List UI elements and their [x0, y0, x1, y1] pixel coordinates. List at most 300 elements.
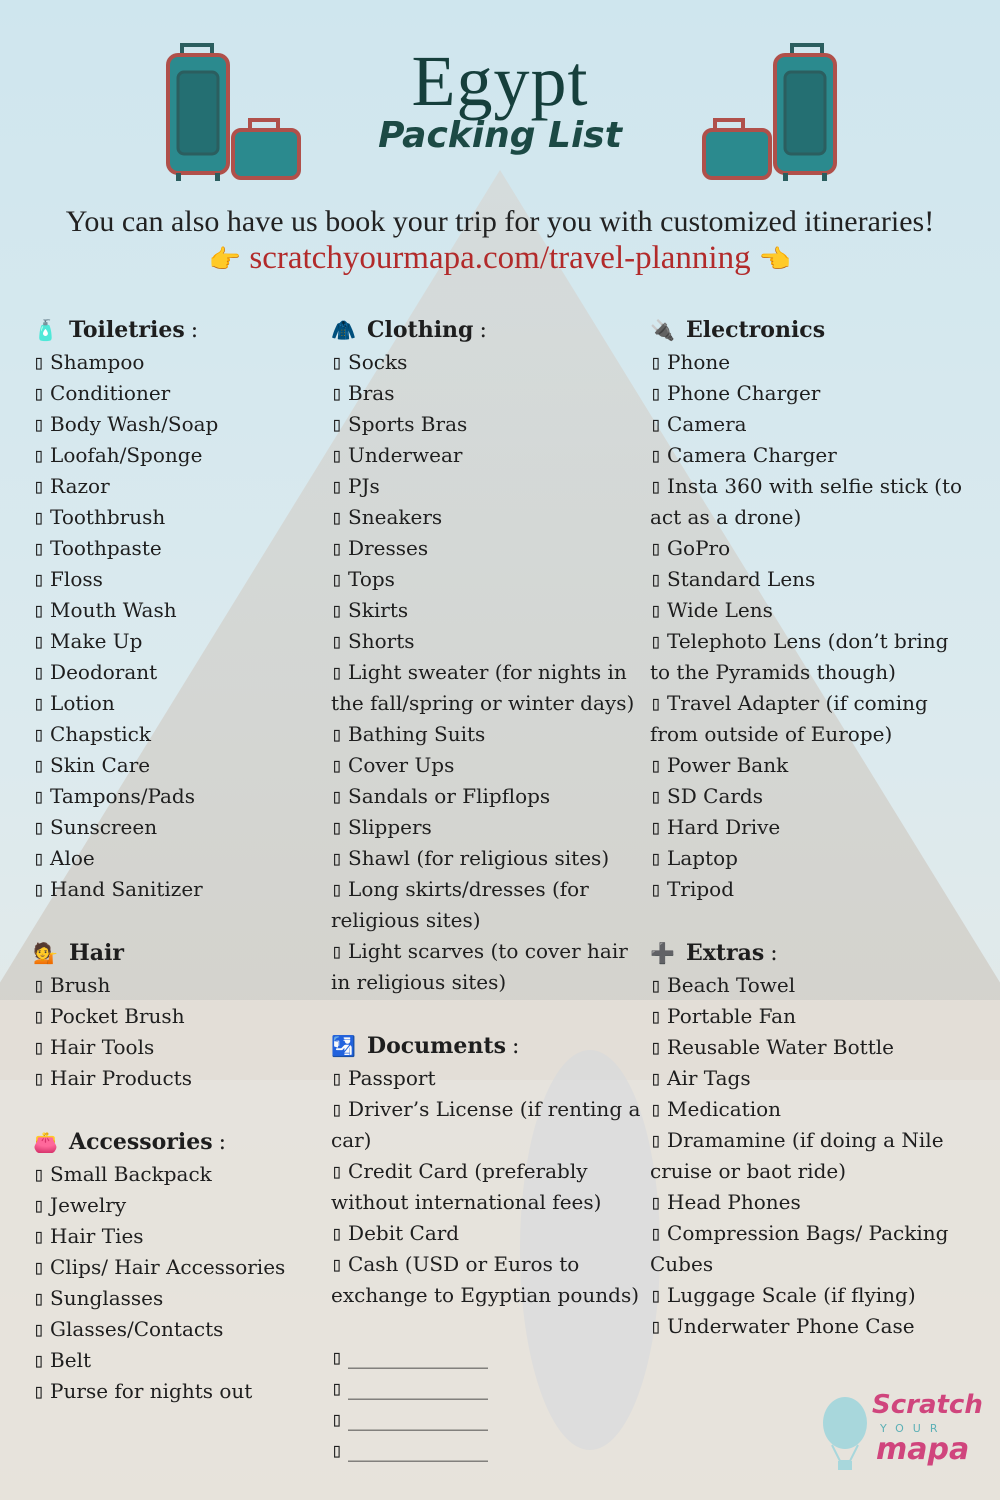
checklist-item-label: Clips/ Hair Accessories: [50, 1255, 286, 1279]
section-heading: [331, 1029, 646, 1063]
checklist: [33, 347, 323, 905]
checklist-item-label: Skin Care: [50, 753, 151, 777]
checklist-item-label: Body Wash/Soap: [50, 412, 219, 436]
section-heading-text: Clothing: [367, 316, 474, 343]
checkbox-icon[interactable]: ▯: [33, 1224, 46, 1248]
checklist-item-label: Reusable Water Bottle: [667, 1035, 894, 1059]
checklist-item[interactable]: [33, 657, 323, 688]
checklist-item[interactable]: [33, 843, 323, 874]
checkbox-icon[interactable]: ▯: [33, 1348, 46, 1372]
checklist-item[interactable]: [331, 874, 646, 936]
checkbox-icon[interactable]: ▯: [33, 1379, 46, 1403]
checkbox-icon[interactable]: ▯: [650, 1190, 663, 1214]
section-icon: 👛: [33, 1129, 58, 1154]
section-2-0: [650, 313, 970, 905]
checklist-item[interactable]: [33, 1159, 323, 1190]
checkbox-icon[interactable]: ▯: [33, 753, 46, 777]
checklist-item[interactable]: [33, 440, 323, 471]
pointing-right-icon: 👉: [208, 245, 242, 275]
checklist-item-label: Light sweater (for nights in the fall/spring or winter days): [331, 660, 635, 715]
checklist-item-label: Bathing Suits: [348, 722, 486, 746]
checklist-item-label: Cover Ups: [348, 753, 455, 777]
checklist-item-label: Cash (USD or Euros to exchange to Egyptian pounds): [331, 1252, 640, 1307]
section-icon: 🔌: [650, 317, 675, 342]
checkbox-icon[interactable]: ▯: [331, 381, 344, 405]
checklist-item-label: Laptop: [667, 846, 738, 870]
checklist-item[interactable]: [331, 812, 646, 843]
checklist-item-label: Head Phones: [667, 1190, 801, 1214]
checklist-item-label: Tampons/Pads: [50, 784, 195, 808]
checkbox-icon[interactable]: ▯: [650, 973, 663, 997]
checklist-item-label: Credit Card (preferably without international fees): [331, 1159, 602, 1214]
checklist-item-label: Underwater Phone Case: [667, 1314, 915, 1338]
checklist-item[interactable]: [650, 750, 970, 781]
checklist-item[interactable]: [650, 1187, 970, 1218]
checkbox-icon[interactable]: ▯: [33, 381, 46, 405]
checklist-item-label: Jewelry: [50, 1193, 127, 1217]
checklist-item-label: Skirts: [348, 598, 409, 622]
checklist-item[interactable]: [650, 347, 970, 378]
checklist-item[interactable]: [33, 1345, 323, 1376]
checklist-item-label: Sports Bras: [348, 412, 468, 436]
section-heading: [33, 936, 323, 970]
logo-text-mapa: mapa: [876, 1432, 970, 1467]
checkbox-icon[interactable]: ▯: [33, 846, 46, 870]
checkbox-icon[interactable]: ▯: [331, 1376, 344, 1400]
checkbox-icon[interactable]: ▯: [650, 350, 663, 374]
checkbox-icon[interactable]: ▯: [33, 1004, 46, 1028]
checklist-item-label: Long skirts/dresses (for religious sites): [331, 877, 589, 932]
checkbox-icon[interactable]: ▯: [650, 536, 663, 560]
checkbox-icon[interactable]: ▯: [650, 1128, 663, 1152]
checkbox-icon[interactable]: ▯: [33, 1255, 46, 1279]
checklist-item[interactable]: [331, 1404, 646, 1435]
section-heading-text: Hair: [69, 939, 124, 966]
checklist-item[interactable]: [331, 1094, 646, 1156]
checklist-item[interactable]: [650, 440, 970, 471]
checkbox-icon[interactable]: ▯: [650, 1066, 663, 1090]
checklist-item-label: Tops: [348, 567, 395, 591]
checklist-item[interactable]: [331, 502, 646, 533]
checklist-item[interactable]: [33, 874, 323, 905]
checkbox-icon[interactable]: ▯: [331, 660, 344, 684]
checklist-item-label: Socks: [348, 350, 408, 374]
checklist-item-label: Floss: [50, 567, 103, 591]
checklist-item-label: Toothpaste: [50, 536, 162, 560]
section-icon: 🛂: [331, 1033, 356, 1058]
checkbox-icon[interactable]: ▯: [33, 598, 46, 622]
checklist: [650, 970, 970, 1342]
checklist-item[interactable]: [650, 626, 970, 688]
checkbox-icon[interactable]: ▯: [650, 691, 663, 715]
checklist-item-label: Sneakers: [348, 505, 443, 529]
checkbox-icon[interactable]: ▯: [331, 567, 344, 591]
checklist-item-label: Light scarves (to cover hair in religious sites): [331, 939, 628, 994]
checklist-item-label: Insta 360 with selfie stick (to act as a drone): [650, 474, 963, 529]
checklist-item[interactable]: [33, 1001, 323, 1032]
checkbox-icon[interactable]: ▯: [33, 1286, 46, 1310]
column-1: [33, 313, 323, 1407]
checklist-item[interactable]: [650, 1001, 970, 1032]
checkbox-icon[interactable]: ▯: [650, 412, 663, 436]
checkbox-icon[interactable]: ▯: [650, 877, 663, 901]
checkbox-icon[interactable]: ▯: [331, 784, 344, 808]
checkbox-icon[interactable]: ▯: [331, 1345, 344, 1369]
section-heading-text: Toiletries: [69, 316, 185, 343]
checkbox-icon[interactable]: ▯: [331, 1221, 344, 1245]
checklist-item-label: Hair Tools: [50, 1035, 155, 1059]
section-heading-text: Extras: [686, 939, 765, 966]
checklist-item[interactable]: [33, 970, 323, 1001]
planning-link-row: [0, 240, 1000, 277]
checklist-item[interactable]: [33, 1190, 323, 1221]
checklist: [650, 347, 970, 905]
page-title: Egypt: [411, 41, 589, 121]
checklist: [331, 347, 646, 998]
pointing-left-icon: 👈: [758, 245, 792, 275]
checklist-item[interactable]: [650, 378, 970, 409]
checklist-item-label: Hair Products: [50, 1066, 192, 1090]
checkbox-icon[interactable]: ▯: [331, 598, 344, 622]
checkbox-icon[interactable]: ▯: [331, 443, 344, 467]
checklist-item-label: Small Backpack: [50, 1162, 212, 1186]
checklist-item[interactable]: [33, 378, 323, 409]
section-heading: [650, 313, 970, 347]
checklist-item[interactable]: [33, 1221, 323, 1252]
checklist-item[interactable]: [331, 533, 646, 564]
section-heading-colon: :: [770, 940, 778, 966]
checklist-item[interactable]: [650, 409, 970, 440]
checklist-item-label: Glasses/Contacts: [50, 1317, 224, 1341]
checklist-item[interactable]: [331, 440, 646, 471]
checklist-item[interactable]: [331, 409, 646, 440]
checklist-item[interactable]: [650, 1311, 970, 1342]
checklist-item-label: Shawl (for religious sites): [348, 846, 610, 870]
checkbox-icon[interactable]: ▯: [650, 815, 663, 839]
checkbox-icon[interactable]: ▯: [650, 443, 663, 467]
checklist-item-label: Hand Sanitizer: [50, 877, 203, 901]
hot-air-balloon-icon: [820, 1395, 870, 1475]
checklist-item[interactable]: [650, 1218, 970, 1280]
checkbox-icon[interactable]: ▯: [331, 877, 344, 901]
checklist-item[interactable]: [33, 1283, 323, 1314]
checkbox-icon[interactable]: ▯: [650, 381, 663, 405]
checklist-item-label: ______________: [348, 1376, 489, 1400]
checkbox-icon[interactable]: ▯: [650, 474, 663, 498]
section-heading-text: Electronics: [686, 316, 826, 343]
checklist: [331, 1063, 646, 1311]
checklist-item[interactable]: [33, 719, 323, 750]
checklist-item[interactable]: [650, 1280, 970, 1311]
checklist-item[interactable]: [331, 1342, 646, 1373]
checklist-item[interactable]: [650, 564, 970, 595]
checklist-item-label: Toothbrush: [50, 505, 166, 529]
checklist-item-label: Belt: [50, 1348, 92, 1372]
checklist-item-label: Aloe: [50, 846, 95, 870]
checkbox-icon[interactable]: ▯: [650, 567, 663, 591]
checklist-item-label: ______________: [348, 1407, 489, 1431]
column-2: [331, 313, 646, 1466]
checklist: [331, 1342, 646, 1466]
checkbox-icon[interactable]: ▯: [33, 505, 46, 529]
checkbox-icon[interactable]: ▯: [331, 846, 344, 870]
checklist-item[interactable]: [33, 347, 323, 378]
checklist-item-label: Beach Towel: [667, 973, 796, 997]
checkbox-icon[interactable]: ▯: [331, 536, 344, 560]
checkbox-icon[interactable]: ▯: [33, 412, 46, 436]
section-heading-colon: :: [511, 1033, 520, 1059]
checkbox-icon[interactable]: ▯: [33, 474, 46, 498]
checkbox-icon[interactable]: ▯: [33, 877, 46, 901]
checklist-item[interactable]: [650, 1063, 970, 1094]
section-1-0: [331, 313, 646, 998]
checklist-item-label: Hair Ties: [50, 1224, 144, 1248]
checklist-item-label: Medication: [667, 1097, 782, 1121]
checklist-item-label: Sunscreen: [50, 815, 158, 839]
checklist-item[interactable]: [331, 471, 646, 502]
checklist-item-label: Hard Drive: [667, 815, 781, 839]
checkbox-icon[interactable]: ▯: [33, 443, 46, 467]
checklist-item[interactable]: [650, 688, 970, 750]
checklist-item[interactable]: [650, 812, 970, 843]
checklist-item[interactable]: [331, 1156, 646, 1218]
checkbox-icon[interactable]: ▯: [331, 629, 344, 653]
checkbox-icon[interactable]: ▯: [331, 1407, 344, 1431]
checklist-item[interactable]: [331, 843, 646, 874]
checklist-item[interactable]: [331, 626, 646, 657]
column-3: [650, 313, 970, 1342]
checklist-item[interactable]: [33, 750, 323, 781]
checklist-item[interactable]: [650, 1032, 970, 1063]
checklist-item[interactable]: [33, 533, 323, 564]
checklist-item[interactable]: [33, 1063, 323, 1094]
checkbox-icon[interactable]: ▯: [331, 505, 344, 529]
checkbox-icon[interactable]: ▯: [33, 784, 46, 808]
checklist-item[interactable]: [331, 936, 646, 998]
checkbox-icon[interactable]: ▯: [331, 350, 344, 374]
checklist-item-label: Driver’s License (if renting a car): [331, 1097, 641, 1152]
checklist-item[interactable]: [33, 1376, 323, 1407]
checkbox-icon[interactable]: ▯: [33, 1162, 46, 1186]
checkbox-icon[interactable]: ▯: [33, 660, 46, 684]
checklist-item[interactable]: [650, 874, 970, 905]
checkbox-icon[interactable]: ▯: [650, 1221, 663, 1245]
checklist-item[interactable]: [650, 595, 970, 626]
section-icon: 🧴: [33, 317, 58, 342]
checklist-item-label: Sandals or Flipflops: [348, 784, 551, 808]
checklist-item[interactable]: [650, 781, 970, 812]
checklist-item-label: Standard Lens: [667, 567, 816, 591]
section-1-1: [331, 1029, 646, 1311]
checklist-item-label: Brush: [50, 973, 111, 997]
checkbox-icon[interactable]: ▯: [33, 1193, 46, 1217]
checklist-item[interactable]: [33, 812, 323, 843]
checklist-item-label: Lotion: [50, 691, 115, 715]
section-heading: [650, 936, 970, 970]
checklist-item[interactable]: [650, 843, 970, 874]
checklist-item-label: Dresses: [348, 536, 429, 560]
checklist-item[interactable]: [33, 502, 323, 533]
checkbox-icon[interactable]: ▯: [650, 1097, 663, 1121]
checklist-item[interactable]: [33, 564, 323, 595]
logo-text-your: YOUR: [880, 1422, 947, 1435]
checklist-item-label: SD Cards: [667, 784, 763, 808]
checklist-item[interactable]: [33, 471, 323, 502]
checkbox-icon[interactable]: ▯: [331, 753, 344, 777]
checklist-item[interactable]: [33, 409, 323, 440]
travel-planning-link[interactable]: scratchyourmapa.com/travel-planning: [249, 240, 751, 276]
checklist-item[interactable]: [33, 1032, 323, 1063]
section-2-1: [650, 936, 970, 1342]
checklist-item-label: Phone Charger: [667, 381, 821, 405]
checklist: [33, 970, 323, 1094]
checkbox-icon[interactable]: ▯: [33, 691, 46, 715]
checkbox-icon[interactable]: ▯: [33, 536, 46, 560]
checklist-item-label: Shorts: [348, 629, 415, 653]
checklist-item-label: Dramamine (if doing a Nile cruise or baot ride): [650, 1128, 944, 1183]
checklist-item-label: Passport: [348, 1066, 436, 1090]
section-heading-colon: :: [479, 317, 487, 343]
checkbox-icon[interactable]: ▯: [331, 1159, 344, 1183]
checklist-item-label: Slippers: [348, 815, 432, 839]
tagline: You can also have us book your trip for you with customized itineraries!: [65, 205, 935, 238]
checklist-item-label: Mouth Wash: [50, 598, 177, 622]
checklist-item[interactable]: [331, 595, 646, 626]
checkbox-icon[interactable]: ▯: [650, 598, 663, 622]
checkbox-icon[interactable]: ▯: [650, 753, 663, 777]
checkbox-icon[interactable]: ▯: [331, 939, 344, 963]
checkbox-icon[interactable]: ▯: [650, 784, 663, 808]
checklist-item[interactable]: [33, 781, 323, 812]
checklist: [33, 1159, 323, 1407]
checkbox-icon[interactable]: ▯: [33, 722, 46, 746]
checklist-item-label: Razor: [50, 474, 110, 498]
checkbox-icon[interactable]: ▯: [33, 629, 46, 653]
checklist-item[interactable]: [331, 1435, 646, 1466]
checklist-item[interactable]: [33, 1252, 323, 1283]
checklist-item-label: Telephoto Lens (don’t bring to the Pyramids though): [650, 629, 949, 684]
checkbox-icon[interactable]: ▯: [33, 350, 46, 374]
checkbox-icon[interactable]: ▯: [650, 1004, 663, 1028]
checklist-item-label: Make Up: [50, 629, 143, 653]
checklist-item-label: Conditioner: [50, 381, 171, 405]
checklist-item[interactable]: [650, 970, 970, 1001]
checklist-item-label: Luggage Scale (if flying): [667, 1283, 916, 1307]
scratch-your-mapa-logo: [820, 1390, 983, 1480]
checklist-item-label: Travel Adapter (if coming from outside of Europe): [650, 691, 928, 746]
checklist-item[interactable]: [33, 688, 323, 719]
checklist-item-label: Power Bank: [667, 753, 789, 777]
checklist-item-label: Deodorant: [50, 660, 158, 684]
section-heading-colon: :: [190, 317, 199, 343]
checklist-item-label: Compression Bags/ Packing Cubes: [650, 1221, 949, 1276]
section-0-2: [33, 1125, 323, 1407]
checklist-item-label: PJs: [348, 474, 380, 498]
checklist-item-label: Debit Card: [348, 1221, 460, 1245]
checkbox-icon[interactable]: ▯: [331, 1066, 344, 1090]
checklist-item[interactable]: [331, 1373, 646, 1404]
checkbox-icon[interactable]: ▯: [33, 567, 46, 591]
checklist-item[interactable]: [33, 595, 323, 626]
section-0-1: [33, 936, 323, 1094]
section-heading-text: Documents: [367, 1032, 506, 1059]
section-heading: [33, 1125, 323, 1159]
checklist-item-label: Underwear: [348, 443, 463, 467]
checklist-item[interactable]: [331, 1063, 646, 1094]
section-icon: 💁: [33, 940, 58, 965]
checklist-item[interactable]: [331, 564, 646, 595]
checkbox-icon[interactable]: ▯: [331, 815, 344, 839]
checklist-item-label: ______________: [348, 1438, 489, 1462]
checklist-item-label: Shampoo: [50, 350, 145, 374]
checkbox-icon[interactable]: ▯: [331, 722, 344, 746]
checklist-item[interactable]: [650, 471, 970, 533]
checklist-item-label: Camera Charger: [667, 443, 837, 467]
checklist-item-label: Portable Fan: [667, 1004, 796, 1028]
checklist-item[interactable]: [331, 347, 646, 378]
checklist-item[interactable]: [331, 719, 646, 750]
checklist-item-label: Camera: [667, 412, 747, 436]
checklist-item-label: Phone: [667, 350, 731, 374]
checklist-item[interactable]: [33, 1314, 323, 1345]
checklist-item-label: Pocket Brush: [50, 1004, 185, 1028]
checkbox-icon[interactable]: ▯: [331, 1438, 344, 1462]
checklist-item-label: Loofah/Sponge: [50, 443, 203, 467]
checklist-item[interactable]: [331, 657, 646, 719]
checkbox-icon[interactable]: ▯: [331, 474, 344, 498]
checklist-item-label: Air Tags: [667, 1066, 751, 1090]
checklist-item-label: Chapstick: [50, 722, 151, 746]
checkbox-icon[interactable]: ▯: [650, 629, 663, 653]
section-0-0: [33, 313, 323, 905]
checkbox-icon[interactable]: ▯: [33, 1317, 46, 1341]
checkbox-icon[interactable]: ▯: [33, 1035, 46, 1059]
checkbox-icon[interactable]: ▯: [650, 1314, 663, 1338]
checklist-item[interactable]: [331, 1249, 646, 1311]
checklist-item[interactable]: [331, 750, 646, 781]
checkbox-icon[interactable]: ▯: [650, 846, 663, 870]
section-heading-colon: :: [218, 1129, 227, 1155]
checkbox-icon[interactable]: ▯: [331, 1097, 344, 1121]
checklist-item-label: Purse for nights out: [50, 1379, 253, 1403]
checkbox-icon[interactable]: ▯: [33, 973, 46, 997]
checklist-item-label: GoPro: [667, 536, 731, 560]
section-1-2: [331, 1342, 646, 1466]
page-subtitle: Packing List: [378, 115, 622, 156]
checklist-item-label: ______________: [348, 1345, 489, 1369]
section-heading-text: Accessories: [69, 1128, 213, 1155]
checklist-item[interactable]: [331, 1218, 646, 1249]
checklist-item-label: Tripod: [667, 877, 734, 901]
checkbox-icon[interactable]: ▯: [33, 815, 46, 839]
section-heading: [33, 313, 323, 347]
section-icon: ➕: [650, 940, 675, 965]
checklist-item[interactable]: [331, 378, 646, 409]
checklist-item[interactable]: [650, 533, 970, 564]
checkbox-icon[interactable]: ▯: [331, 412, 344, 436]
checkbox-icon[interactable]: ▯: [650, 1283, 663, 1307]
checkbox-icon[interactable]: ▯: [33, 1066, 46, 1090]
checklist-item[interactable]: [33, 626, 323, 657]
checklist-item[interactable]: [650, 1094, 970, 1125]
checklist-item[interactable]: [331, 781, 646, 812]
section-heading: [331, 313, 646, 347]
checklist-item[interactable]: [650, 1125, 970, 1187]
checklist-item-label: Sunglasses: [50, 1286, 164, 1310]
checklist-item-label: Bras: [348, 381, 395, 405]
checkbox-icon[interactable]: ▯: [650, 1035, 663, 1059]
checkbox-icon[interactable]: ▯: [331, 1252, 344, 1276]
